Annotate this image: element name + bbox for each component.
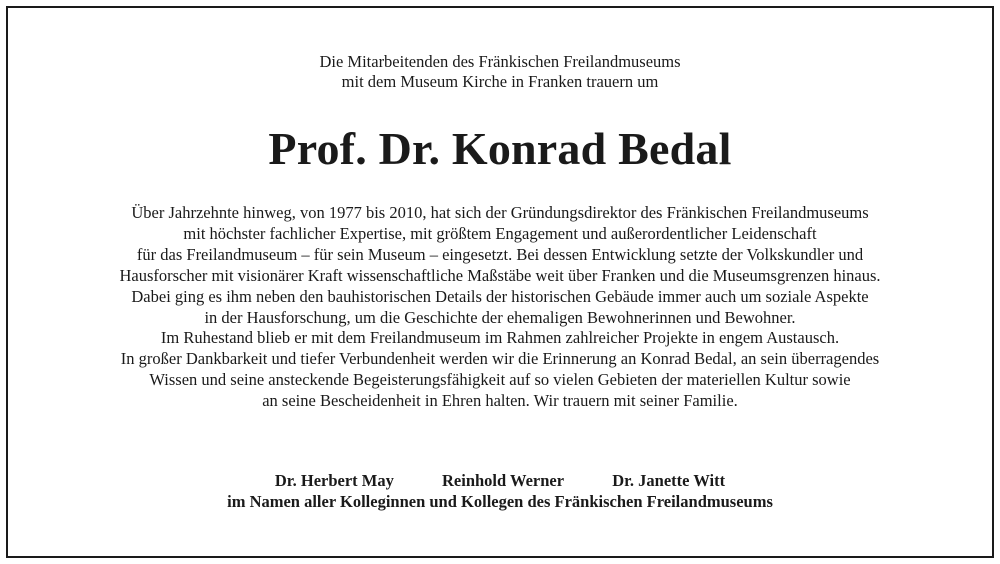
signer-name: Dr. Herbert May xyxy=(274,471,394,490)
body-line: Über Jahrzehnte hinweg, von 1977 bis 2010, hat sich der Gründungsdirektor des Fränkischen Freilandmuseums xyxy=(131,203,869,222)
deceased-name: Prof. Dr. Konrad Bedal xyxy=(268,123,732,174)
intro-line-1: Die Mitarbeitenden des Fränkischen Freilandmuseums xyxy=(319,52,681,71)
signer-name: Dr. Janette Witt xyxy=(612,471,726,490)
on-behalf-line: im Namen aller Kolleginnen und Kollegen des Fränkischen Freilandmuseums xyxy=(227,492,773,511)
intro-line-2: mit dem Museum Kirche in Franken trauern um xyxy=(341,72,659,91)
body-line: in der Hausforschung, um die Geschichte der ehemaligen Bewohnerinnen und Bewohner. xyxy=(204,307,796,327)
signers-row xyxy=(8,471,992,491)
body-line: an seine Bescheidenheit in Ehren halten. Wir trauern mit seiner Familie. xyxy=(262,391,738,411)
body-line: mit höchster fachlicher Expertise, mit größtem Engagement und außerordentlicher Leidenschaft xyxy=(183,223,817,243)
body-line: In großer Dankbarkeit und tiefer Verbundenheit werden wir die Erinnerung an Konrad Bedal, an sein überragendes xyxy=(120,349,880,369)
body-line: Im Ruhestand blieb er mit dem Freilandmuseum im Rahmen zahlreicher Projekte in engem Austausch. xyxy=(160,328,840,348)
body-line: Hausforscher mit visionärer Kraft wissenschaftliche Maßstäbe weit über Franken und die Museumsgrenzen hinaus. xyxy=(119,265,881,285)
signer-name: Reinhold Werner xyxy=(442,471,565,490)
obituary-body xyxy=(8,203,992,412)
obituary-content xyxy=(8,8,992,556)
body-line: für das Freilandmuseum – für sein Museum – eingesetzt. Bei dessen Entwicklung setzte der Volkskundler und xyxy=(136,244,864,264)
body-line: Wissen und seine ansteckende Begeisterungsfähigkeit auf so vielen Gebieten der materiellen Kultur sowie xyxy=(149,370,851,390)
obituary-frame xyxy=(6,6,994,558)
body-line: Dabei ging es ihm neben den bauhistorischen Details der historischen Gebäude immer auch um soziale Aspekte xyxy=(131,286,869,306)
